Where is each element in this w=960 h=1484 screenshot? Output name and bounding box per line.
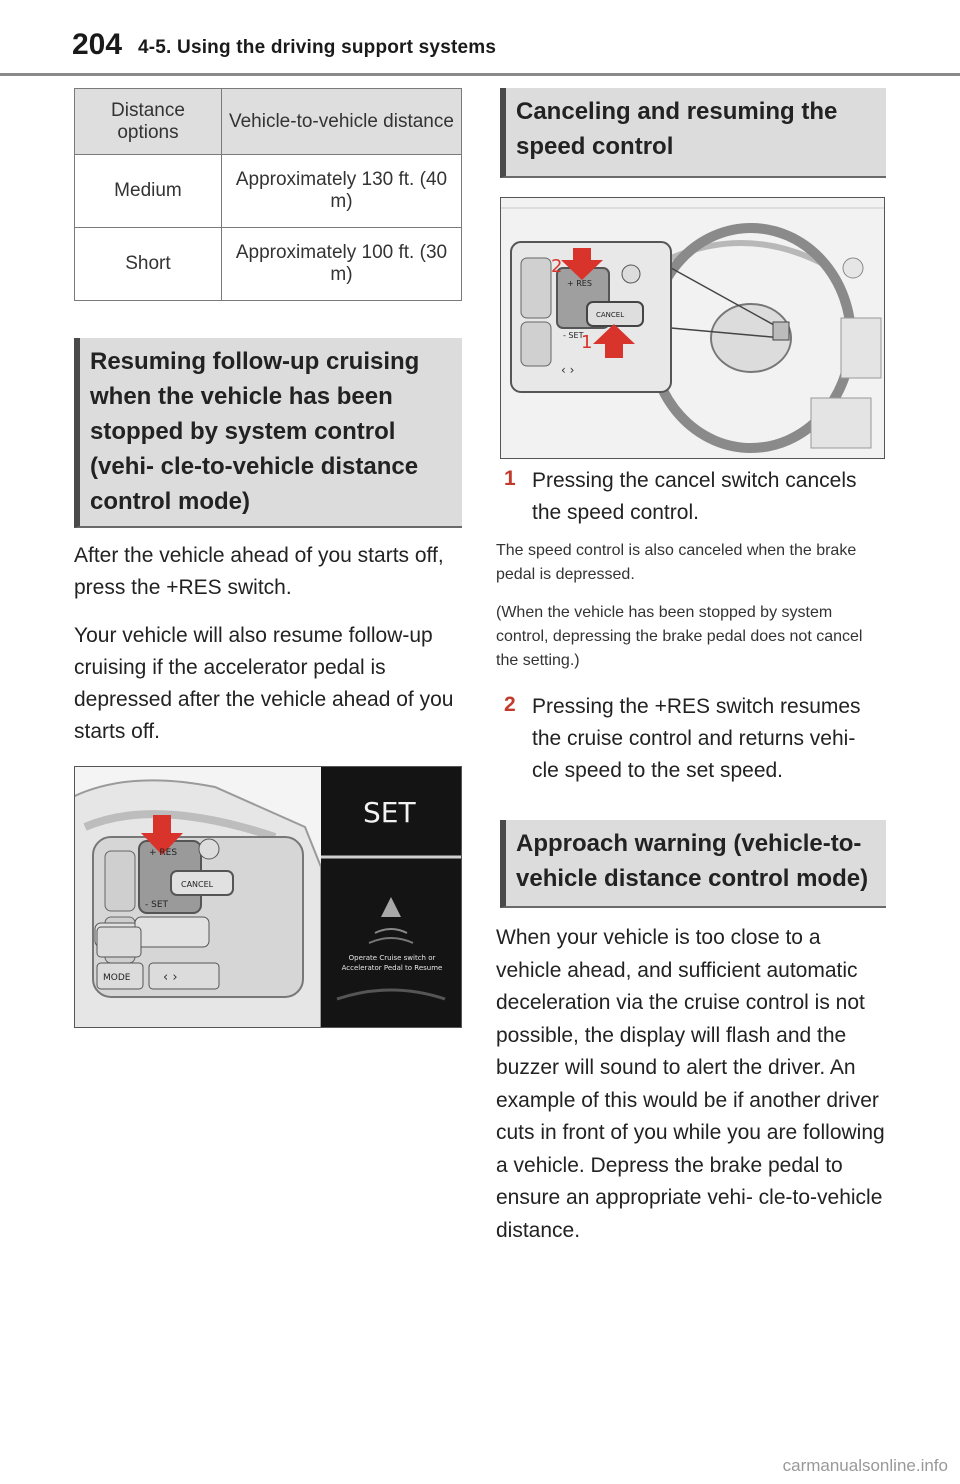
step-2-text: Pressing the +RES switch resumes the cruise control and returns vehi- cle speed to the set speed.	[532, 695, 861, 782]
resume-section-heading: Resuming follow-up cruising when the vehicle has been stopped by system control (vehi- cle-to-vehicle distance control mode)	[74, 338, 462, 528]
callout-1: 1	[581, 332, 593, 353]
table-cell: Approximately 100 ft. (30 m)	[221, 228, 461, 301]
cancel-section-heading: Canceling and resuming the speed control	[500, 88, 886, 178]
left-right-arrows-icon: ‹ ›	[561, 363, 575, 377]
step-1-text: Pressing the cancel switch cancels the speed control.	[532, 469, 857, 524]
table-header-cell: Vehicle-to-vehicle distance	[221, 89, 461, 155]
display-message: Operate Cruise switch or Accelerator Pedal to Resume	[341, 954, 443, 972]
table-cell: Medium	[75, 155, 222, 228]
steering-switch-drawing	[75, 767, 462, 1028]
table-header-cell: Distance options	[75, 89, 222, 155]
note-system-stop: (When the vehicle has been stopped by system control, depressing the brake pedal does not cancel the setting.)	[496, 604, 863, 669]
resume-illustration	[74, 766, 462, 1028]
distance-table	[74, 88, 462, 301]
approach-warning-heading: Approach warning (vehicle-to- vehicle distance control mode)	[500, 820, 886, 908]
section-title: 4-5. Using the driving support systems	[138, 37, 497, 58]
display-set-text: SET	[363, 796, 416, 829]
dashboard-drawing	[501, 198, 885, 459]
header-rule	[0, 73, 960, 76]
step-2-number: 2	[504, 693, 516, 716]
set-button-label: - SET	[563, 331, 584, 340]
resume-paragraph-1: After the vehicle ahead of you starts off, press the +RES switch.	[74, 544, 444, 599]
resume-paragraph-2: Your vehicle will also resume follow-up cruising if the accelerator pedal is depressed after the vehicle ahead of you starts off.	[74, 624, 454, 743]
res-button-label: + RES	[149, 848, 178, 858]
watermark: carmanualsonline.info	[782, 1456, 948, 1475]
table-cell: Short	[75, 228, 222, 301]
table-cell: Approximately 130 ft. (40 m)	[221, 155, 461, 228]
set-button-label: - SET	[145, 900, 169, 910]
table-row	[75, 228, 462, 301]
callout-2: 2	[551, 256, 563, 277]
note-brake-cancel: The speed control is also canceled when the brake pedal is depressed.	[496, 542, 857, 583]
cancel-illustration	[500, 197, 885, 459]
step-1-number: 1	[504, 467, 516, 490]
table-header-row	[75, 89, 462, 155]
cancel-button-label: CANCEL	[181, 880, 214, 889]
left-right-arrows-icon: ‹ ›	[163, 970, 178, 985]
res-button-label: + RES	[567, 279, 592, 288]
approach-warning-paragraph: When your vehicle is too close to a vehicle ahead, and sufficient automatic deceleration via the cruise control is not possible, the display will flash and the buzzer will sound to alert the driver. An example of this would be if another driver cuts in front of you while you are following a vehicle. Depress the brake pedal to ensure an appropriate vehi- cle-to-vehicle distance.	[496, 926, 885, 1242]
page-number: 204	[72, 28, 123, 61]
cancel-button-label: CANCEL	[596, 311, 625, 319]
table-row	[75, 155, 462, 228]
mode-button-label: MODE	[103, 973, 131, 983]
